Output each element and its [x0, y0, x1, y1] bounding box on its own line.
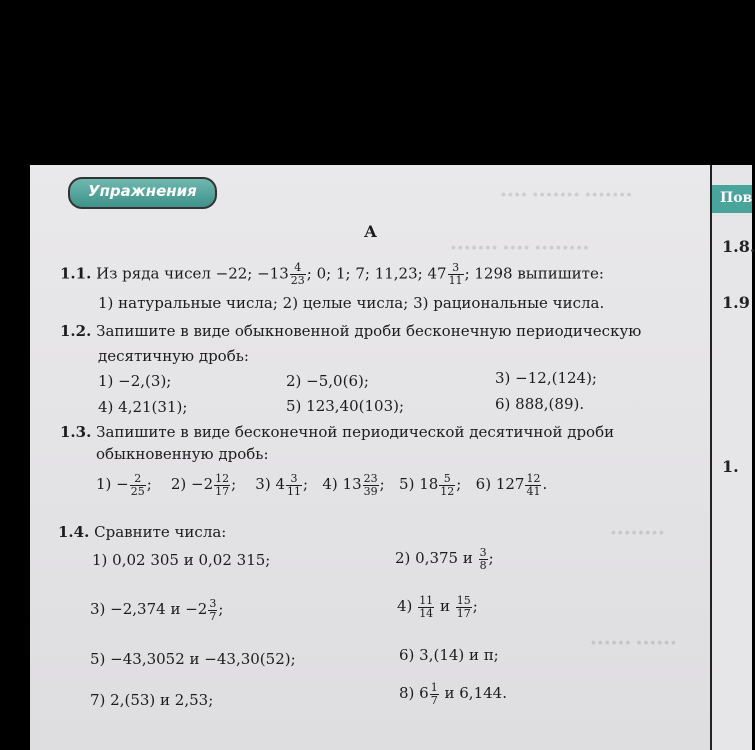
list-item: 3) 4 $\frac{3}{11}$ ;: [255, 471, 309, 498]
list-item: 7) 2,(53) и 2,53;: [90, 691, 214, 709]
list-item: 4) $\frac{11}{14}$ и $\frac{15}{17}$ ;: [397, 593, 478, 620]
adjacent-page: [710, 165, 755, 750]
list-item: 6) 3,(14) и π;: [399, 646, 499, 664]
list-item: 1) − $\frac{2}{25}$ ;: [96, 471, 152, 498]
list-item: 3) −12,(124);: [495, 369, 597, 387]
list-item: 4) 13 $\frac{23}{39}$ ;: [322, 471, 385, 498]
bleed-through-text: ∙∙∙∙∙∙∙∙: [610, 525, 665, 541]
exercise-text: Из ряда чисел −22; −13: [96, 264, 289, 283]
exercises-badge-label: Упражнения: [88, 182, 197, 200]
exercise-text: десятичную дробь:: [98, 347, 249, 365]
adjacent-page-header: [712, 185, 752, 213]
exercise-number: 1.4.: [58, 523, 90, 541]
fraction: $\frac{3}{11}$: [448, 261, 463, 287]
adjacent-exercise-number: 1.8.: [722, 237, 755, 256]
exercise-1-3: [60, 423, 614, 441]
fraction: $\frac{4}{23}$: [290, 261, 305, 287]
adjacent-exercise-number: 1.9: [722, 293, 750, 312]
bleed-through-text: ∙∙∙∙ ∙∙∙∙∙∙∙ ∙∙∙∙∙∙∙: [500, 187, 633, 203]
adjacent-exercise-number: 1.: [722, 457, 739, 476]
list-item: 5) 123,40(103);: [286, 397, 405, 415]
list-item: 1) 0,02 305 и 0,02 315;: [92, 551, 271, 569]
exercise-1-4: [58, 523, 226, 541]
list-item: 5) 18 $\frac{5}{12}$ ;: [399, 471, 462, 498]
list-item: 3) −2,374 и −2 $\frac{3}{7}$ ;: [90, 596, 224, 623]
bleed-through-text: ∙∙∙∙∙∙ ∙∙∙∙∙∙: [590, 635, 677, 651]
exercise-number: 1.3.: [60, 423, 92, 441]
list-item: 8) 6 $\frac{1}{7}$ и 6,144.: [399, 680, 507, 707]
bleed-through-text: ∙∙∙∙∙∙∙ ∙∙∙∙ ∙∙∙∙∙∙∙∙: [450, 240, 590, 256]
list-item: 5) −43,3052 и −43,30(52);: [90, 650, 296, 668]
list-item: 6) 888,(89).: [495, 395, 585, 413]
exercise-text: ; 1298 выпишите:: [464, 264, 604, 283]
exercise-1-1: [60, 262, 604, 287]
exercise-number: 1.2.: [60, 322, 92, 340]
section-letter: А: [364, 222, 378, 241]
exercise-text: ; 0; 1; 7; 11,23; 47: [306, 264, 447, 283]
exercise-1-1-options: 1) натуральные числа; 2) целые числа; 3) рациональные числа.: [98, 294, 605, 312]
exercise-number: 1.1.: [60, 264, 92, 283]
list-item: 1) −2,(3);: [98, 372, 172, 390]
list-item: 2) 0,375 и $\frac{3}{8}$ ;: [395, 545, 494, 572]
list-item: 2) −2 $\frac{12}{17}$ ;: [170, 471, 237, 498]
exercise-1-3-items: [96, 471, 547, 498]
exercise-text: Запишите в виде бесконечной периодической десятичной дроби: [96, 423, 615, 441]
exercise-1-2: [60, 322, 641, 340]
exercise-text: Запишите в виде обыкновенной дроби бесконечную периодическую: [96, 322, 642, 340]
list-item: 6) 127 $\frac{12}{41}$ .: [475, 471, 548, 498]
exercises-badge: [68, 177, 217, 209]
list-item: 4) 4,21(31);: [98, 398, 188, 416]
exercise-text: обыкновенную дробь:: [96, 445, 269, 463]
textbook-page: [30, 165, 710, 750]
adjacent-page-header-text: Пов: [720, 190, 753, 206]
exercise-text: Сравните числа:: [94, 523, 227, 541]
list-item: 2) −5,0(6);: [286, 372, 369, 390]
